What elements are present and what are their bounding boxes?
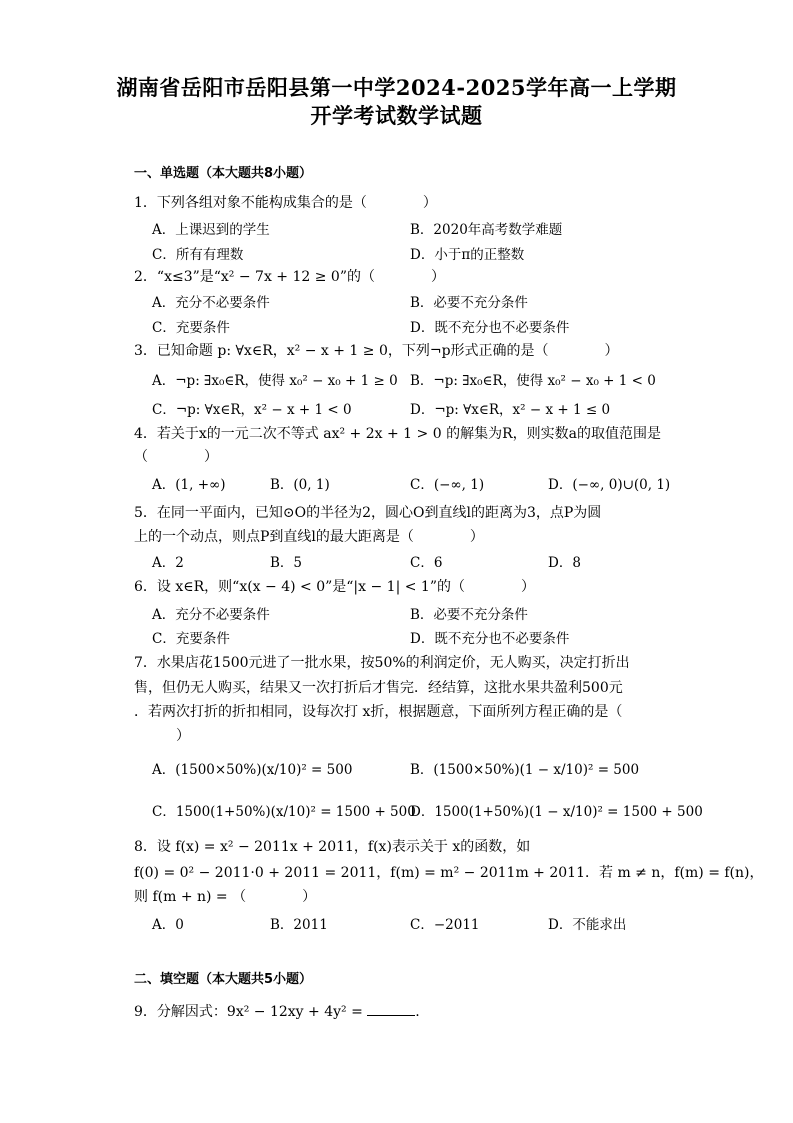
question-5-option-a: A．2 bbox=[152, 555, 184, 571]
question-4-option-b: B．(0, 1) bbox=[270, 477, 330, 493]
question-1-option-b: B．2020年高考数学难题 bbox=[410, 222, 563, 238]
exam-title-line1: 湖南省岳阳市岳阳县第一中学2024-2025学年高一上学期 bbox=[116, 75, 677, 100]
question-1-option-c: C．所有有理数 bbox=[152, 247, 244, 263]
question-1-stem: 1．下列各组对象不能构成集合的是（ ） bbox=[134, 195, 437, 211]
question-4-stem-line2: （ ） bbox=[134, 449, 218, 465]
question-2-stem: 2．“x≤3”是“x² − 7x + 12 ≥ 0”的（ ） bbox=[134, 269, 445, 285]
question-5-option-b: B．5 bbox=[270, 555, 303, 571]
question-7-stem-line4: ） bbox=[134, 728, 190, 744]
question-3-option-d: D．¬p: ∀x∈R，x² − x + 1 ≤ 0 bbox=[410, 402, 611, 418]
section-heading-fill-in: 二、填空题（本大题共5小题） bbox=[134, 972, 313, 987]
question-5-stem-line2: 上的一个动点，则点P到直线l的最大距离是（ ） bbox=[134, 529, 484, 545]
question-4-option-a: A．(1, +∞) bbox=[152, 477, 226, 493]
question-7-option-d: D．1500(1+50%)(1 − x/10)² = 1500 + 500 bbox=[410, 804, 703, 820]
question-2-option-d: D．既不充分也不必要条件 bbox=[410, 320, 570, 336]
question-8-option-c: C．−2011 bbox=[410, 917, 480, 933]
question-8-stem-line1: 8．设 f(x) = x² − 2011x + 2011，f(x)表示关于 x的函数，如 bbox=[134, 839, 531, 855]
question-5-stem-line1: 5．在同一平面内，已知⊙O的半径为2，圆心O到直线l的距离为3，点P为圆 bbox=[134, 505, 602, 521]
question-6-option-d: D．既不充分也不必要条件 bbox=[410, 631, 570, 647]
question-7-stem-line2: 售，但仍无人购买，结果又一次打折后才售完．经结算，这批水果共盈利500元 bbox=[134, 680, 623, 696]
question-3-option-c: C．¬p: ∀x∈R，x² − x + 1 < 0 bbox=[152, 402, 352, 418]
exam-title-line2: 开学考试数学试题 bbox=[310, 103, 483, 128]
question-8-option-b: B．2011 bbox=[270, 917, 328, 933]
question-2-option-a: A．充分不必要条件 bbox=[152, 295, 270, 311]
question-6-option-b: B．必要不充分条件 bbox=[410, 607, 528, 623]
question-4-option-c: C．(−∞, 1) bbox=[410, 477, 485, 493]
question-8-stem-line2: f(0) = 0² − 2011·0 + 2011 = 2011，f(m) = m² − 2011m + 2011．若 m ≠ n，f(m) = f(n)， bbox=[134, 865, 764, 881]
question-8-stem-line3: 则 f(m + n) = （ ） bbox=[134, 889, 317, 905]
question-8-option-d: D．不能求出 bbox=[548, 917, 627, 933]
question-4-stem-line1: 4．若关于x的一元二次不等式 ax² + 2x + 1 > 0 的解集为R，则实数a的取值范围是 bbox=[134, 426, 661, 442]
question-3-stem: 3．已知命题 p: ∀x∈R，x² − x + 1 ≥ 0，下列¬p形式正确的是（ ） bbox=[134, 343, 619, 359]
question-7-option-a: A．(1500×50%)(x/10)² = 500 bbox=[152, 762, 353, 778]
question-6-stem: 6．设 x∈R，则“x(x − 4) < 0”是“|x − 1| < 1”的（ ） bbox=[134, 579, 535, 595]
question-6-option-c: C．充要条件 bbox=[152, 631, 230, 647]
question-9-tail: . bbox=[415, 1004, 420, 1020]
question-6-option-a: A．充分不必要条件 bbox=[152, 607, 270, 623]
question-4-option-d: D．(−∞, 0)∪(0, 1) bbox=[548, 477, 671, 493]
question-9-row bbox=[134, 1001, 420, 1021]
question-9-answer-blank[interactable] bbox=[367, 1003, 415, 1016]
question-9-stem: 9．分解因式：9x² − 12xy + 4y² = bbox=[134, 1004, 363, 1020]
question-8-option-a: A．0 bbox=[152, 917, 184, 933]
question-7-option-b: B．(1500×50%)(1 − x/10)² = 500 bbox=[410, 762, 640, 778]
question-1-option-a: A．上课迟到的学生 bbox=[152, 222, 270, 238]
question-5-option-d: D．8 bbox=[548, 555, 581, 571]
question-3-option-a: A．¬p: ∃x₀∈R，使得 x₀² − x₀ + 1 ≥ 0 bbox=[152, 373, 398, 389]
question-2-option-b: B．必要不充分条件 bbox=[410, 295, 528, 311]
section-heading-single-choice: 一、单选题（本大题共8小题） bbox=[134, 166, 313, 181]
question-5-option-c: C．6 bbox=[410, 555, 443, 571]
question-7-stem-line3: ．若两次打折的折扣相同，设每次打 x折，根据题意，下面所列方程正确的是（ bbox=[134, 704, 623, 720]
question-3-option-b: B．¬p: ∃x₀∈R，使得 x₀² − x₀ + 1 < 0 bbox=[410, 373, 656, 389]
question-1-option-d: D．小于π的正整数 bbox=[410, 247, 525, 263]
question-7-stem-line1: 7．水果店花1500元进了一批水果，按50%的利润定价，无人购买，决定打折出 bbox=[134, 655, 630, 671]
question-7-option-c: C．1500(1+50%)(x/10)² = 1500 + 500 bbox=[152, 804, 416, 820]
question-2-option-c: C．充要条件 bbox=[152, 320, 230, 336]
